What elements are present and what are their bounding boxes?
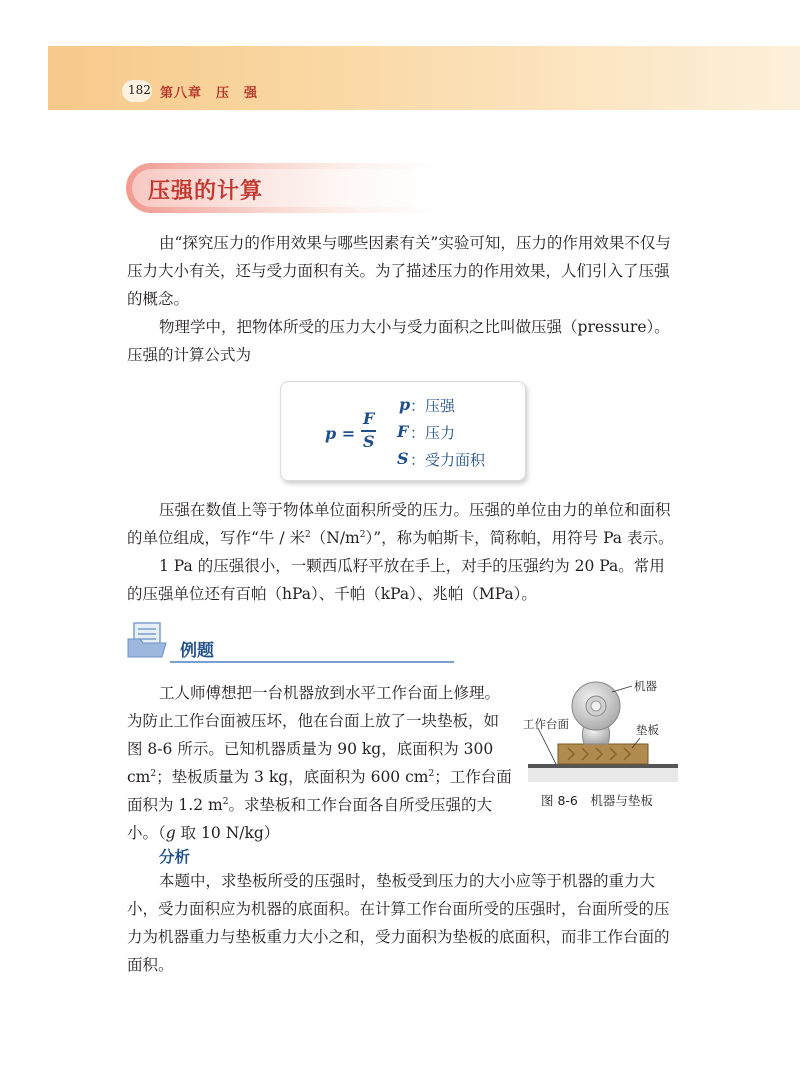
unit-text-c: ）”，称为帕斯卡，简称帕，用符号 Pa 表示。 — [365, 529, 674, 547]
section-banner — [126, 163, 436, 213]
unit-text-a: 压强在数值上等于物体单位面积所受的压力。压强的单位由力的单位和面积的单位组成，写作“牛 / 米 — [127, 501, 671, 547]
paragraph-pa-example: 1 Pa 的压强很小，一颗西瓜籽平放在手上，对手的压强约为 20 Pa。常用的压强单位还有百帕（hPa）、千帕（kPa）、兆帕（MPa）。 — [127, 557, 665, 603]
definition-tail: （pressure）。压强的计算公式为 — [127, 318, 670, 364]
definition-term: 压强 — [531, 318, 563, 336]
analysis-title: 分析 — [159, 848, 191, 866]
definition-lead: 物理学中，把物体所受的压力大小与受力面积之比叫做 — [159, 318, 532, 336]
def-symbol-p: p — [399, 395, 411, 414]
example-problem — [127, 679, 513, 847]
chapter-title: 第八章 压 强 — [160, 86, 259, 101]
example-sup: 2 — [428, 768, 435, 779]
paragraph-definition — [127, 313, 679, 369]
formula-numerator: F — [363, 409, 375, 428]
example-sup: 2 — [222, 796, 229, 807]
figure-label-table: 工作台面 — [523, 717, 569, 731]
def-label-p: ：压强 — [410, 397, 456, 415]
analysis-text: 本题中，求垫板所受的压强时，垫板受到压力的大小应等于机器的重力大小，受力面积应为机器的底面积。在计算工作台面所受的压强时，台面所受的压力为机器重力与垫板重力大小之和，受力面积为垫板的底面积，而非工作台面的面积。 — [127, 872, 670, 974]
example-text-c: ；工作台面面积为 1.2 m — [127, 768, 512, 814]
formula-denominator: S — [363, 432, 375, 451]
document-folder-icon — [126, 621, 172, 659]
example-g: g — [165, 824, 176, 842]
page-number: 182 — [128, 83, 151, 97]
section-title: 压强的计算 — [148, 179, 264, 204]
example-sup: 2 — [150, 768, 157, 779]
figure-caption: 图 8-6 机器与垫板 — [541, 793, 653, 808]
def-symbol-f: F — [397, 422, 409, 441]
example-title: 例题 — [180, 641, 214, 661]
figure-label-pad: 垫板 — [636, 723, 659, 737]
example-text-d: 。求垫板和工作台面各自所受压强的大小。（ — [127, 796, 492, 842]
paragraph-unit — [127, 496, 679, 552]
unit-sup: 2 — [359, 529, 366, 540]
paragraph-intro: 由“探究压力的作用效果与哪些因素有关”实验可知，压力的作用效果不仅与压力大小有关，还与受力面积有关。为了描述压力的作用效果，人们引入了压强的概念。 — [127, 234, 671, 308]
formula-lhs: p = — [325, 424, 356, 443]
unit-sup: 2 — [305, 529, 311, 540]
example-text-b: ；垫板质量为 3 kg，底面积为 600 cm — [156, 768, 429, 786]
def-symbol-s: S — [397, 449, 409, 468]
def-label-s: ：受力面积 — [410, 451, 486, 469]
example-text-e: 取 10 N/kg） — [175, 824, 280, 842]
example-rule — [170, 661, 454, 663]
example-text-a: 工人师傅想把一台机器放到水平工作台面上修理。为防止工作台面被压坏，他在台面上放了一块垫板，如图 8-6 所示。已知机器质量为 90 kg，底面积为 300 cm — [127, 684, 501, 786]
unit-text-b: （N/m — [310, 529, 360, 547]
figure-label-machine: 机器 — [634, 679, 657, 693]
formula-box — [280, 381, 526, 481]
def-label-f: ：压力 — [410, 424, 456, 442]
